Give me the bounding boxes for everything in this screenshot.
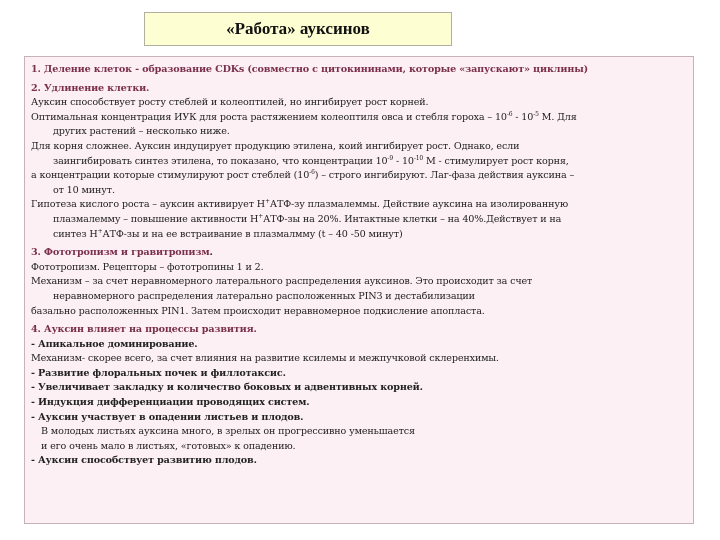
section-4-text: В молодых листьях ауксина много, в зрелых он прогрессивно уменьшается xyxy=(41,426,415,438)
section-4-item: - Ауксин участвует в опадении листьев и плодов. xyxy=(31,411,304,423)
section-3-text: Фототропизм. Рецепторы – фототропины 1 и 2. xyxy=(31,261,264,273)
section-2-text: а концентрации которые стимулируют рост стеблей $(10^{-6})$ – строго ингибируют. Лаг-фаза действия ауксина – xyxy=(31,169,575,182)
section-4-item: - Апикальное доминирование. xyxy=(31,338,198,350)
section-2-text: других растений – несколько ниже. xyxy=(53,126,230,138)
slide-title: «Работа» ауксинов xyxy=(226,19,370,38)
section-2-text: Оптимальная концентрация ИУК для роста растяжением колеоптиля овса и стебля гороха – $10^{-6} - 10^{-5}$ М. Для xyxy=(31,110,577,123)
section-2-text: плазмалемму – повышение активности Н+АТФ-зы на 20%. Интактные клетки – на 40%.Действует и на xyxy=(53,212,562,225)
section-4-item: - Ауксин способствует развитию плодов. xyxy=(31,455,257,467)
section-2-text: Ауксин способствует росту стеблей и колеоптилей, но ингибирует рост корней. xyxy=(31,97,429,109)
content-panel xyxy=(24,56,694,524)
section-4-text: Механизм- скорее всего, за счет влияния на развитие ксилемы и межпучковой склеренхимы. xyxy=(31,353,499,365)
section-3-heading: 3. Фототропизм и гравитропизм. xyxy=(31,247,213,259)
section-2-text: от 10 минут. xyxy=(53,184,115,196)
section-4-item: - Индукция дифференциации проводящих систем. xyxy=(31,397,310,409)
section-3-text: Механизм – за счет неравномерного латерального распределения ауксинов. Это происходит за счет xyxy=(31,276,533,288)
section-2-text: Для корня сложнее. Ауксин индуцирует продукцию этилена, коий ингибирует рост. Однако, если xyxy=(31,140,520,152)
section-3-text: неравномерного распределения латерально расположенных PIN3 и дестабилизации xyxy=(53,290,475,302)
title-box xyxy=(144,12,452,46)
section-1-heading: 1. Деление клеток - образование CDKs (совместно с цитокининами, которые «запускают» циклины) xyxy=(31,64,589,75)
section-2-text: заингибировать синтез этилена, то показано, что концентрации $10^{-9} - 10^{-10}$ М - стимулирует рост корня, xyxy=(53,154,569,167)
section-2-text: Гипотеза кислого роста – ауксин активирует Н+АТФ-зу плазмалеммы. Действие ауксина на изолированную xyxy=(31,198,569,211)
section-2-text: синтез Н+АТФ-зы и на ее встраивание в плазмалмму (t – 40 -50 минут) xyxy=(53,227,403,240)
section-4-item: - Увеличивает закладку и количество боковых и адвентивных корней. xyxy=(31,382,423,394)
section-4-heading: 4. Ауксин влияет на процессы развития. xyxy=(31,324,257,336)
section-2-heading: 2. Удлинение клетки. xyxy=(31,82,150,94)
section-4-item: - Развитие флоральных почек и филлотаксис. xyxy=(31,367,286,379)
section-4-text: и его очень мало в листьях, «готовых» к опадению. xyxy=(41,440,296,452)
section-3-text: базально расположенных PIN1. Затем происходит неравномерное подкисление апопласта. xyxy=(31,305,485,317)
